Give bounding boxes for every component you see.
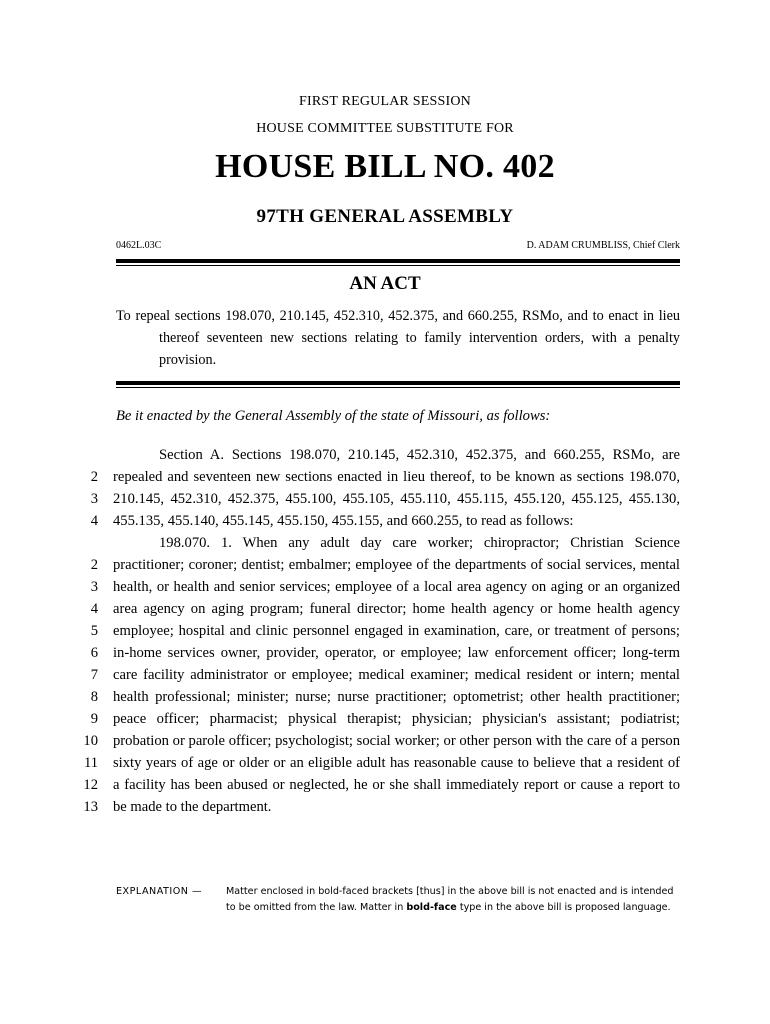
line-text: care facility administrator or employee; medical examiner; medical resident or intern; mental (113, 667, 680, 683)
body-line (80, 686, 680, 708)
body-line (80, 730, 680, 752)
explanation-text-part2: type in the above bill is proposed language. (456, 902, 671, 913)
bill-number: HOUSE BILL NO. 402 (215, 148, 555, 185)
body-line (80, 774, 680, 796)
substitute-heading: HOUSE COMMITTEE SUBSTITUTE FOR (256, 121, 514, 136)
explanation-text (226, 884, 680, 916)
explanation-text-part1: Matter enclosed in bold-faced brackets [thus] in the above bill is not enacted and is intended to be omitted from the law. Matter in (226, 886, 674, 913)
line-number: 3 (90, 491, 98, 507)
line-number: 9 (90, 711, 98, 727)
line-number: 4 (90, 513, 98, 529)
chief-clerk: D. ADAM CRUMBLISS, Chief Clerk (526, 240, 680, 251)
explanation-bold-word: bold-face (406, 902, 457, 913)
line-text: health professional; minister; nurse; nurse practitioner; optometrist; other health practitioner; (113, 689, 680, 705)
line-text: 455.135, 455.140, 455.145, 455.150, 455.155, and 660.255, to read as follows: (113, 513, 574, 529)
body-line (80, 664, 680, 686)
body-line (80, 642, 680, 664)
document-code: 0462L.03C (116, 240, 162, 251)
line-number: 7 (90, 667, 98, 683)
body-line (80, 510, 680, 532)
line-number: 11 (83, 755, 98, 771)
line-number: 2 (90, 469, 98, 485)
assembly-heading: 97TH GENERAL ASSEMBLY (256, 206, 514, 227)
bill-body (80, 444, 680, 818)
line-number: 12 (83, 777, 98, 793)
line-number: 2 (90, 557, 98, 573)
line-text: health, or health and senior services; employee of a local area agency on aging or an organized (113, 579, 680, 595)
line-text: probation or parole officer; psychologist; social worker; or other person with the care of a person (113, 733, 680, 749)
act-title: To repeal sections 198.070, 210.145, 452.310, 452.375, and 660.255, RSMo, and to enact in lieu thereof seventeen new sections relating to family intervention orders, with a penalty provision. (116, 308, 680, 368)
body-line (80, 796, 680, 818)
line-text: a facility has been abused or neglected, he or she shall immediately report or cause a report to (113, 777, 680, 793)
line-text: sixty years of age or older or an eligible adult has reasonable cause to believe that a resident of (113, 755, 680, 771)
line-text: employee; hospital and clinic personnel engaged in examination, care, or treatment of persons; (113, 623, 680, 639)
body-line (80, 752, 680, 774)
line-number: 4 (90, 601, 98, 617)
enacting-clause: Be it enacted by the General Assembly of the state of Missouri, as follows: (116, 408, 551, 424)
bottom-rule-thin (116, 387, 680, 388)
line-number: 5 (90, 623, 98, 639)
line-text: repealed and seventeen new sections enacted in lieu thereof, to be known as sections 198.070, (113, 469, 680, 485)
line-number: 8 (90, 689, 98, 705)
line-text: be made to the department. (113, 799, 272, 815)
body-line (80, 554, 680, 576)
line-text: 198.070. 1. When any adult day care worker; chiropractor; Christian Science (159, 535, 680, 551)
line-text: peace officer; pharmacist; physical therapist; physician; physician's assistant; podiatrist; (113, 711, 680, 727)
act-heading: AN ACT (349, 273, 421, 294)
top-rule-thin (116, 265, 680, 266)
body-line (80, 708, 680, 730)
body-line (80, 576, 680, 598)
body-line (80, 444, 680, 466)
line-number: 6 (90, 645, 98, 661)
body-line (80, 466, 680, 488)
line-number: 3 (90, 579, 98, 595)
line-number: 10 (83, 733, 98, 749)
body-line (80, 598, 680, 620)
explanation-label: EXPLANATION — (116, 886, 203, 897)
top-rule-thick (116, 259, 680, 263)
line-text: practitioner; coroner; dentist; embalmer; employee of the departments of social services, mental (113, 557, 680, 573)
line-number: 13 (83, 799, 98, 815)
line-text: in-home services owner, provider, operator, or employee; law enforcement officer; long-term (113, 645, 680, 661)
bottom-rule-thick (116, 381, 680, 385)
line-text: 210.145, 452.310, 452.375, 455.100, 455.105, 455.110, 455.115, 455.120, 455.125, 455.130, (113, 491, 680, 507)
line-text: area agency on aging program; funeral director; home health agency or home health agency (113, 601, 680, 617)
body-line (80, 620, 680, 642)
line-text: Section A. Sections 198.070, 210.145, 452.310, 452.375, and 660.255, RSMo, are (159, 447, 680, 463)
body-line (80, 532, 680, 554)
body-line (80, 488, 680, 510)
session-heading: FIRST REGULAR SESSION (299, 94, 471, 109)
